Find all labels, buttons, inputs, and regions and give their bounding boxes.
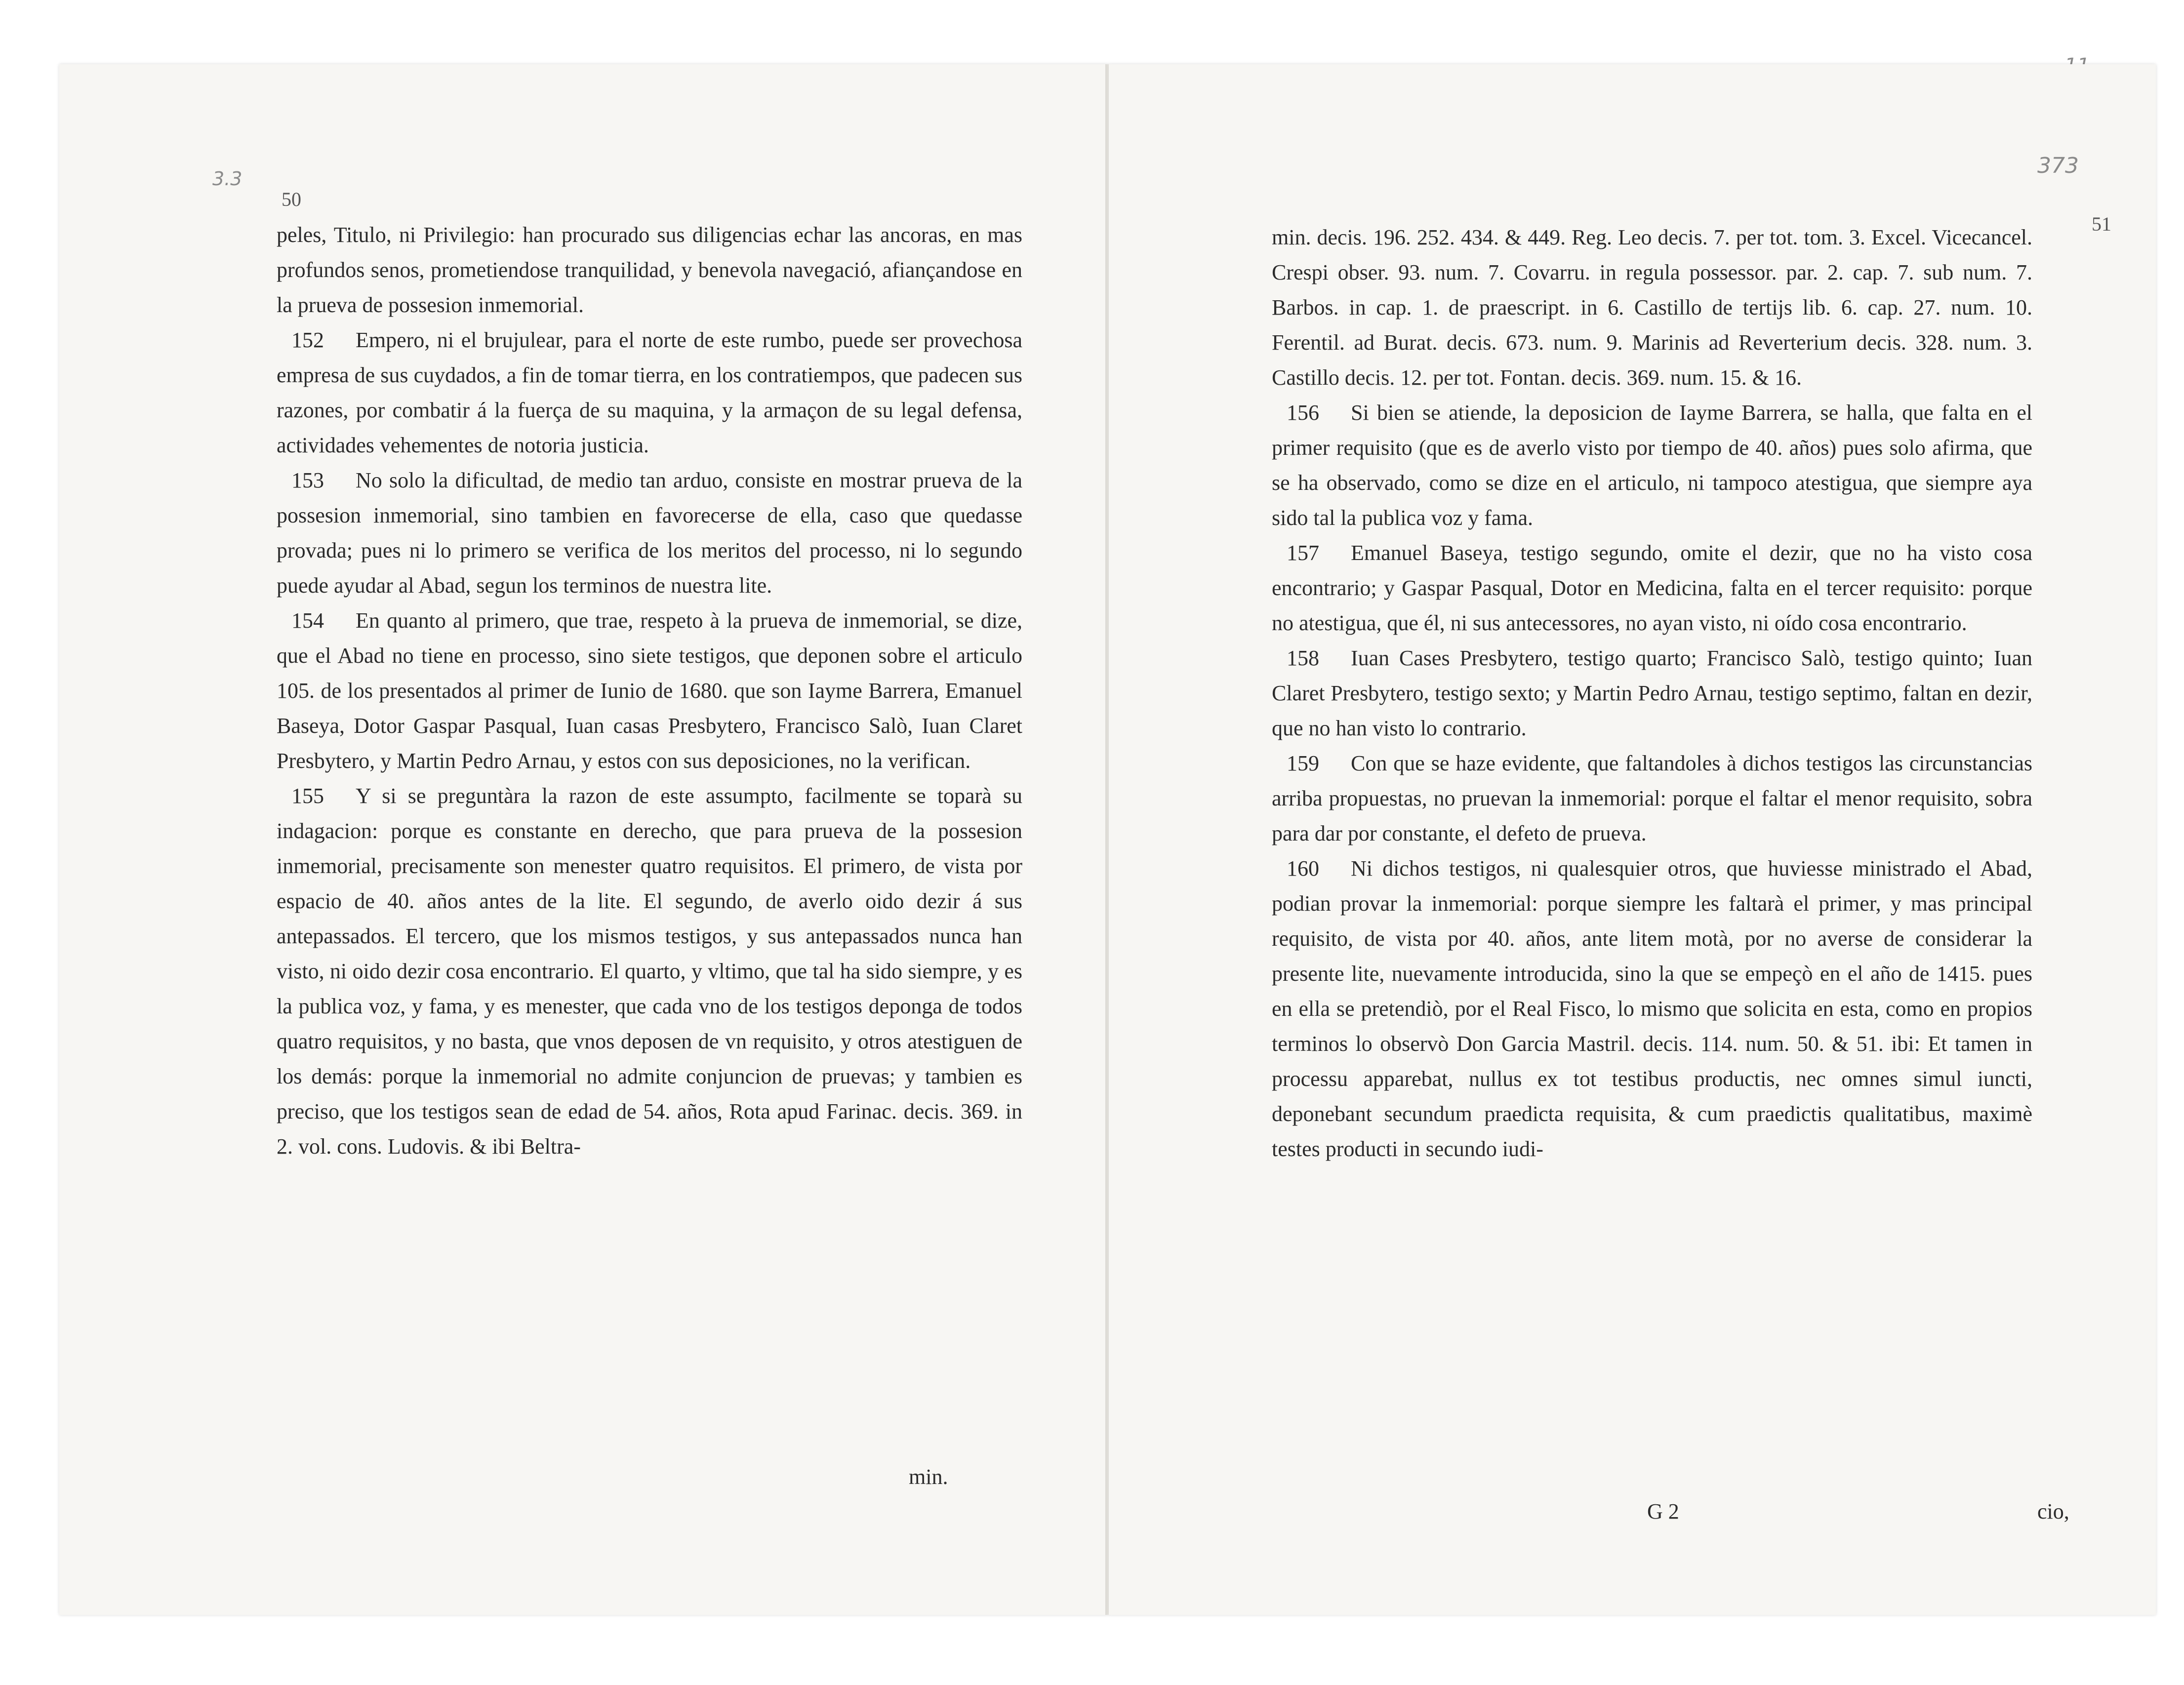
- signature-mark: G 2: [1647, 1499, 1679, 1524]
- paragraph: [277, 463, 1022, 603]
- page-number-right: 51: [2092, 213, 2111, 235]
- paragraph-text: No solo la dificultad, de medio tan arduo, consiste en mostrar prueva de la possesion inmemorial, sino tambien en favorecerse de ella, caso que quedasse provada; pues ni lo primero se verifica de los meritos del processo, ni lo segundo puede ayudar al Abad, segun los terminos de nuestra lite.: [277, 468, 1022, 598]
- catchword-right: cio,: [2037, 1499, 2069, 1524]
- left-page: [59, 64, 1109, 1615]
- paragraph: [1272, 395, 2032, 535]
- right-page: [1109, 64, 2156, 1615]
- paragraph-number: 157: [1287, 541, 1319, 565]
- left-text-block: [277, 217, 1022, 1164]
- paragraph-text: Si bien se atiende, la deposicion de Iayme Barrera, se halla, que falta en el primer requisito (que es de averlo visto por tiempo de 40. años) pues solo afirma, que se ha observado, como se dize en el articulo, ni tampoco atestigua, que siempre aya sido tal la publica voz y fama.: [1272, 401, 2032, 530]
- margin-mark: 3.3: [212, 168, 243, 190]
- paragraph-text: peles, Titulo, ni Privilegio: han procurado sus diligencias echar las ancoras, en mas profundos senos, prometiendose tranquilidad, y benevola navegació, afiançandose en la prueva de possesion inmemorial.: [277, 223, 1022, 317]
- paragraph-number: 153: [291, 468, 324, 492]
- right-text-block: [1272, 220, 2032, 1166]
- paragraph-text: En quanto al primero, que trae, respeto à la prueva de inmemorial, se dize, que el Abad no tiene en processo, sino siete testigos, que deponen sobre el articulo 105. de los presentados al primer de Iunio de 1680. que son Iayme Barrera, Emanuel Baseya, Dotor Gaspar Pasqual, Iuan casas Presbytero, Francisco Salò, Iuan Claret Presbytero, y Martin Pedro Arnau, y estos con sus deposiciones, no la verifican.: [277, 608, 1022, 773]
- paragraph-number: 156: [1287, 401, 1319, 425]
- paragraph-text: min. decis. 196. 252. 434. & 449. Reg. Leo decis. 7. per tot. tom. 3. Excel. Vicecancel. Crespi obser. 93. num. 7. Covarru. in regula possessor. par. 2. cap. 7. sub num. 7. Barbos. in cap. 1. de praescript. in 6. Castillo de tertijs lib. 6. cap. 27. num. 10. Ferentil. ad Burat. decis. 673. num. 9. Marinis ad Reverterium decis. 328. num. 3. Castillo decis. 12. per tot. Fontan. decis. 369. num. 15. & 16.: [1272, 225, 2032, 390]
- page-number-left: 50: [282, 188, 301, 210]
- folio-mark: 373: [2037, 153, 2079, 178]
- paragraph: [277, 322, 1022, 463]
- paragraph-text: Con que se haze evidente, que faltandoles à dichos testigos las circunstancias arriba propuestas, no pruevan la inmemorial: porque el faltar el menor requisito, sobra para dar por constante, el defeto de prueva.: [1272, 751, 2032, 845]
- paragraph: [1272, 746, 2032, 851]
- paragraph: [1272, 641, 2032, 746]
- paragraph-number: 152: [291, 328, 324, 352]
- catchword-left: min.: [909, 1465, 948, 1489]
- paragraph-text: Iuan Cases Presbytero, testigo quarto; Francisco Salò, testigo quinto; Iuan Claret Presbytero, testigo sexto; y Martin Pedro Arnau, testigo septimo, faltan en dezir, que no han visto lo contrario.: [1272, 646, 2032, 740]
- paragraph: [1272, 851, 2032, 1166]
- paragraph-text: Ni dichos testigos, ni qualesquier otros, que huviesse ministrado el Abad, podian provar la inmemorial: porque siempre les faltarà el primer, y mas principal requisito, de vista por 40. años, ante litem motà, por no averse de considerar la presente lite, nuevamente introducida, sino la que se empeçò en el año de 1415. pues en ella se pretendiò, por el Real Fisco, lo mismo que solicita en esta, como en propios terminos lo observò Don Garcia Mastril. decis. 114. num. 50. & 51. ibi: Et tamen in processu apparebat, nullus ex tot testibus productis, nec omnes simul iuncti, deponebant secundum praedicta requisita, & cum praedictis qualitatibus, maximè testes producti in secundo iudi-: [1272, 856, 2032, 1161]
- paragraph: [277, 778, 1022, 1164]
- paragraph-number: 160: [1287, 856, 1319, 881]
- paragraph-number: 155: [291, 784, 324, 808]
- paragraph: [277, 217, 1022, 322]
- paragraph-number: 159: [1287, 751, 1319, 775]
- paragraph-text: Y si se preguntàra la razon de este assumpto, facilmente se toparà su indagacion: porque es constante en derecho, que para prueva de la possesion inmemorial, precisamente son menester quatro requisitos. El primero, de vista por espacio de 40. años antes de la lite. El segundo, de averlo oido dezir á sus antepassados. El tercero, que los mismos testigos, y sus antepassados nunca han visto, ni oido dezir cosa encontrario. El quarto, y vltimo, que tal ha sido siempre, y es la publica voz, y fama, y es menester, que cada vno de los testigos deponga de todos quatro requisitos, y no basta, que vnos deposen de vn requisito, y otros atestiguen de los demás: porque la inmemorial no admite conjuncion de pruevas; y tambien es preciso, que los testigos sean de edad de 54. años, Rota apud Farinac. decis. 369. in 2. vol. cons. Ludovis. & ibi Beltra-: [277, 784, 1022, 1159]
- paragraph-text: Empero, ni el brujulear, para el norte de este rumbo, puede ser provechosa empresa de sus cuydados, a fin de tomar tierra, en los contratiempos, que padecen sus razones, por combatir á la fuerça de su maquina, y la armaçon de su legal defensa, actividades vehementes de notoria justicia.: [277, 328, 1022, 457]
- paragraph-number: 158: [1287, 646, 1319, 670]
- paragraph-text: Emanuel Baseya, testigo segundo, omite el dezir, que no ha visto cosa encontrario; y Gaspar Pasqual, Dotor en Medicina, falta en el tercer requisito: porque no atestigua, que él, ni sus antecessores, no ayan visto, ni oído cosa encontrario.: [1272, 541, 2032, 635]
- paragraph: [1272, 535, 2032, 641]
- paragraph: [277, 603, 1022, 778]
- paragraph-number: 154: [291, 608, 324, 633]
- paragraph: [1272, 220, 2032, 395]
